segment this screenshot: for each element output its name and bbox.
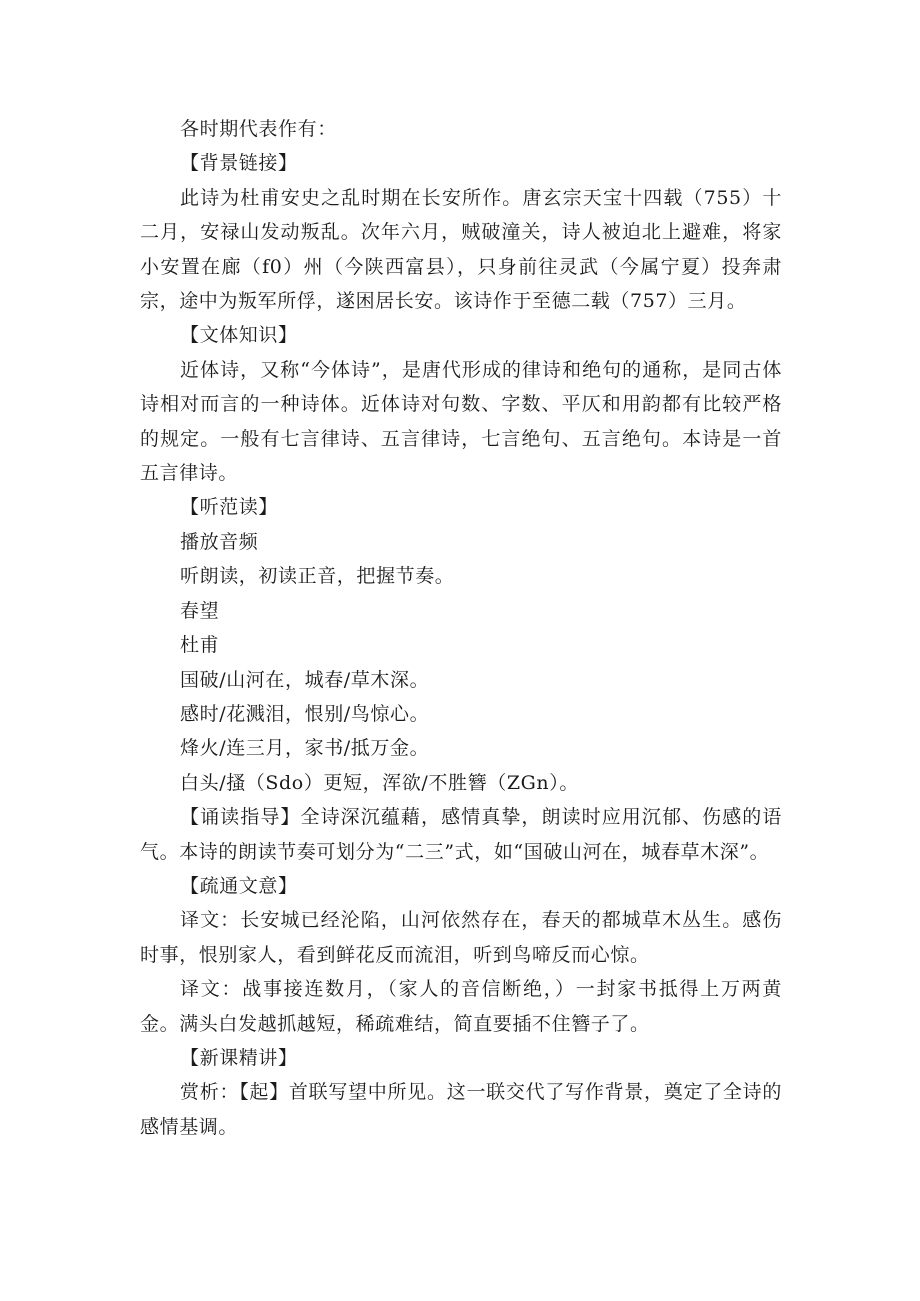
meaning-heading: 【疏通文意】 (180, 874, 298, 897)
intro-line: 各时期代表作有： (180, 118, 337, 140)
poem-line: 感时/花溅泪，恨别/鸟惊心。 (180, 702, 430, 725)
document-body (140, 112, 782, 1144)
poem-line: 白头/搔（Sdo）更短，浑欲/不胜簪（ZGn）。 (180, 771, 579, 794)
reading-guide-paragraph: 【诵读指导】全诗深沉蕴藉，感情真挚，朗读时应用沉郁、伤感的语气。本诗的朗读节奏可划分为“二三”式，如“国破山河在，城春草木深”。 (140, 806, 782, 863)
analysis-paragraph: 赏析：【起】首联写望中所见。这一联交代了写作背景，奠定了全诗的感情基调。 (140, 1081, 782, 1138)
background-paragraph: 此诗为杜甫安史之乱时期在长安所作。唐玄宗天宝十四载（755）十二月，安禄山发动叛乱。次年六月，贼破潼关，诗人被迫北上避难，将家小安置在廊（f0）州（今陕西富县），只身前往灵武（今属宁夏）投奔肃宗，途中为叛军所俘，遂困居长安。该诗作于至德二载（757）三月。 (140, 186, 782, 313)
lecture-heading: 【新课精讲】 (180, 1046, 298, 1069)
poem-line: 国破/山河在，城春/草木深。 (180, 668, 430, 691)
listen-heading: 【听范读】 (180, 496, 279, 519)
poem-title: 春望 (180, 599, 220, 622)
translation-paragraph-1: 译文：长安城已经沦陷，山河依然存在，春天的都城草木丛生。感伤时事，恨别家人，看到鲜花反而流泪，听到鸟啼反而心惊。 (140, 909, 782, 966)
background-heading: 【背景链接】 (180, 152, 298, 175)
genre-paragraph: 近体诗，又称“今体诗”，是唐代形成的律诗和绝句的通称，是同古体诗相对而言的一种诗体。近体诗对句数、字数、平仄和用韵都有比较严格的规定。一般有七言律诗、五言律诗，七言绝句、五言绝句。本诗是一首五言律诗。 (140, 358, 782, 485)
translation-paragraph-2: 译文：战事接连数月，（家人的音信断绝，）一封家书抵得上万两黄金。满头白发越抓越短，稀疏难结，简直要插不住簪子了。 (140, 978, 782, 1035)
poem-line: 烽火/连三月，家书/抵万金。 (180, 737, 430, 760)
poem-author: 杜甫 (180, 634, 220, 657)
play-audio-line: 播放音频 (180, 530, 259, 553)
genre-heading: 【文体知识】 (180, 324, 298, 347)
listen-instruction: 听朗读，初读正音，把握节奏。 (180, 565, 455, 588)
